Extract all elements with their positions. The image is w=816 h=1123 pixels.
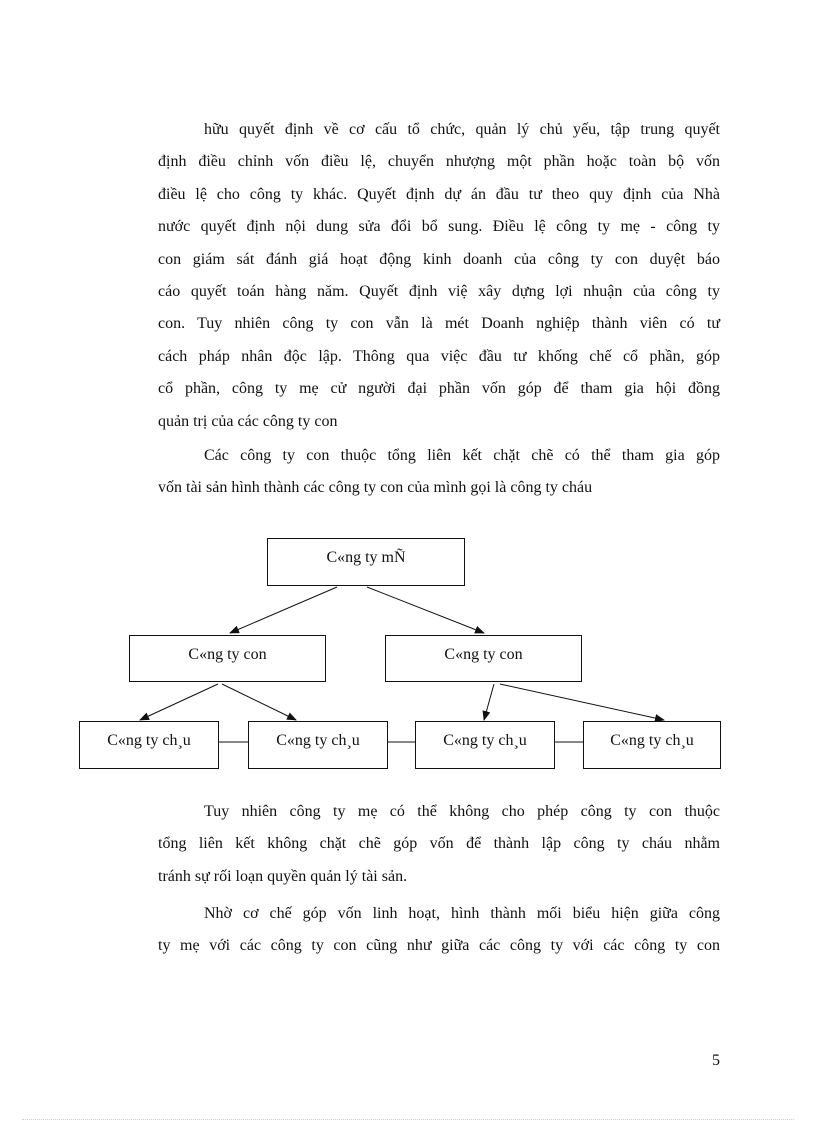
- paragraph-1: [158, 114, 720, 438]
- node-parent-company: C«ng ty mÑ: [267, 538, 465, 586]
- text-line: cáo quyết toán hàng năm. Quyết định việ xây dựng lợi nhuận của công ty: [158, 283, 720, 301]
- arrow-root-to-child2: [367, 587, 484, 633]
- text-line: định điều chỉnh vốn điều lệ, chuyển nhượng một phần hoặc toàn bộ vốn: [158, 153, 720, 171]
- node-grandchild-2: C«ng ty ch¸u: [248, 721, 388, 769]
- text-line: nước quyết định nội dung sửa đổi bổ sung. Điều lệ công ty mẹ - công ty: [158, 218, 720, 236]
- text-line: cổ phần, công ty mẹ cử người đại phần vốn góp để tham gia hội đồng: [158, 380, 720, 398]
- text-line: hữu quyết định về cơ cấu tổ chức, quản lý chủ yếu, tập trung quyết: [204, 121, 720, 138]
- text-line: vốn tài sản hình thành các công ty con của mình gọi là công ty cháu: [158, 479, 593, 497]
- text-line: tổng liên kết không chặt chẽ góp vốn để thành lập công ty cháu nhằm: [158, 835, 720, 853]
- text-line: cách pháp nhân độc lập. Thông qua việc đầu tư khống chế cổ phần, góp: [158, 347, 720, 365]
- node-grandchild-3: C«ng ty ch¸u: [415, 721, 555, 769]
- text-line: quản trị của các công ty con: [158, 412, 338, 430]
- node-subsidiary-1: C«ng ty con: [129, 635, 326, 682]
- node-grandchild-4: C«ng ty ch¸u: [583, 721, 721, 769]
- text-line: điều lệ cho công ty khác. Quyết định dự án đầu tư theo quy định của Nhà: [158, 185, 720, 203]
- node-grandchild-1: C«ng ty ch¸u: [79, 721, 219, 769]
- text-line: tránh sự rối loạn quyền quản lý tài sản.: [158, 867, 408, 885]
- text-line: Các công ty con thuộc tổng liên kết chặt chẽ có thể tham gia góp: [204, 447, 720, 464]
- text-line: con giám sát đánh giá hoạt động kinh doanh của công ty con duyệt báo: [158, 250, 720, 268]
- text-line: ty mẹ với các công ty con cũng như giữa các công ty với các công ty con: [158, 937, 720, 955]
- arrow-root-to-child1: [230, 587, 337, 633]
- text-line: con. Tuy nhiên công ty con vẫn là mét Doanh nghiệp thành viên có tư: [158, 315, 720, 333]
- arrow-child2-to-grand4: [500, 684, 664, 720]
- paragraph-3: [158, 796, 720, 893]
- text-line: Nhờ cơ chế góp vốn linh hoạt, hình thành mối biểu hiện giữa công: [204, 905, 720, 922]
- paragraph-2: [158, 440, 720, 505]
- arrow-child1-to-grand2: [222, 684, 296, 720]
- arrow-child2-to-grand3: [484, 684, 494, 720]
- text-line: Tuy nhiên công ty mẹ có thể không cho phép công ty con thuộc: [204, 803, 720, 820]
- page-number: 5: [712, 1052, 720, 1069]
- footer-divider: [22, 1119, 794, 1120]
- node-subsidiary-2: C«ng ty con: [385, 635, 582, 682]
- arrow-child1-to-grand1: [140, 684, 218, 720]
- paragraph-4: [158, 898, 720, 963]
